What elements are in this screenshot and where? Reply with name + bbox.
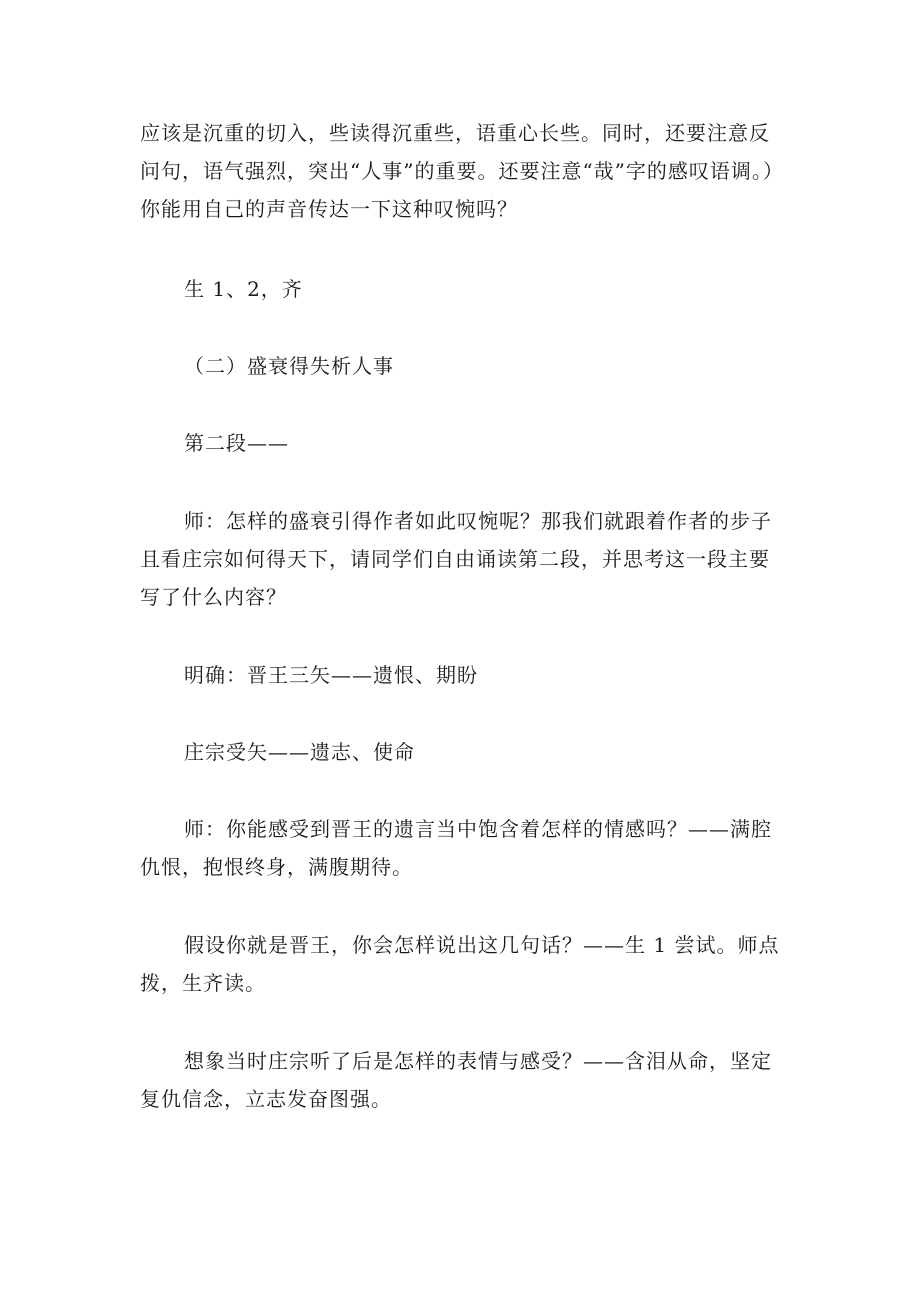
paragraph-1: 应该是沉重的切入，些读得沉重些，语重心长些。同时，还要注意反问句，语气强烈，突出“人事”的重要。还要注意“哉”字的感叹语调。）你能用自己的声音传达一下这种叹惋吗？ (140, 121, 774, 221)
paragraph-4: 师：怎样的盛衰引得作者如此叹惋呢？那我们就跟着作者的步子且看庄宗如何得天下，请同学们自由诵读第二段，并思考这一段主要写了什么内容？ (140, 509, 772, 609)
paragraph-2: 生 1、2，齐 (184, 277, 303, 301)
paragraph-3: 第二段—— (184, 431, 289, 455)
paragraph-9: 想象当时庄宗听了后是怎样的表情与感受？——含泪从命，坚定复仇信念，立志发奋图强。 (140, 1049, 772, 1111)
section-heading: （二）盛衰得失析人事 (184, 354, 394, 378)
paragraph-7: 师：你能感受到晋王的遗言当中饱含着怎样的情感吗？——满腔仇恨，抱恨终身，满腹期待。 (140, 817, 772, 879)
paragraph-6: 庄宗受矢——遗志、使命 (184, 740, 415, 764)
paragraph-5: 明确：晋王三矢——遗恨、期盼 (184, 663, 478, 687)
paragraph-8: 假设你就是晋王，你会怎样说出这几句话？——生 1 尝试。师点拨，生齐读。 (140, 933, 780, 995)
